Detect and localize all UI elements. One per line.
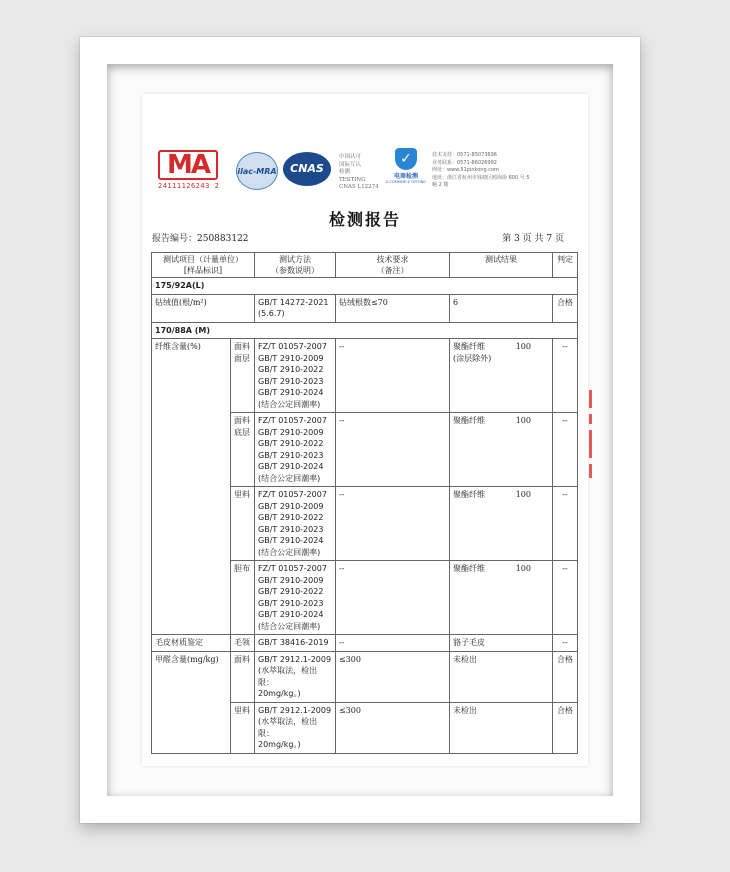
result-cell: [450, 561, 553, 635]
table-row: [152, 651, 578, 702]
method-line: FZ/T 01057-2007: [258, 564, 327, 573]
seal-stamp-edge: [589, 390, 596, 500]
ec-title: 电商检测: [393, 173, 418, 180]
method-line: GB/T 2910-2022: [258, 587, 324, 596]
method-line: GB/T 2910-2009: [258, 353, 324, 363]
part-cell: 胆布: [231, 561, 255, 635]
part-cell: 面料底层: [231, 413, 255, 487]
col-header-requirement: [336, 253, 450, 278]
cnas-text: CNAS: [290, 162, 324, 175]
cnas-info-line: 检测: [339, 169, 351, 175]
report-page: [142, 94, 588, 766]
fiber-percent: 100: [515, 490, 531, 499]
result-cell: 未检出: [450, 651, 553, 702]
ec-subtitle: E-COMMERCE TESTING: [385, 180, 427, 184]
result-line: [453, 415, 549, 427]
method-line: GB/T 2910-2024: [258, 388, 324, 397]
method-cell: [255, 651, 336, 702]
fiber-percent: 100: [515, 416, 531, 425]
method-line: GB/T 2910-2023: [258, 376, 324, 386]
method-line: GB/T 2910-2009: [258, 501, 324, 511]
method-line: (结合公定回潮率): [258, 621, 321, 631]
judge-cell: --: [553, 339, 578, 413]
method-cell: [255, 561, 336, 635]
method-line: (结合公定回潮率): [258, 473, 321, 483]
header-text: （备注）: [376, 266, 409, 275]
contact-line: 地址：浙江省杭州市钱塘区鸥海街 600 号 5: [432, 174, 530, 181]
requirement-cell: ≤300: [336, 651, 450, 702]
table-row: [152, 635, 578, 652]
method-line: GB/T 2910-2024: [258, 462, 324, 471]
cma-logo: [158, 150, 222, 190]
fiber-percent: 100: [515, 564, 531, 573]
requirement-cell: --: [336, 339, 450, 413]
method-line: (5.6.7): [258, 309, 285, 318]
cnas-info-line: 中国认可: [339, 154, 362, 160]
item-cell: 纤维含量(%): [152, 339, 231, 635]
fiber-name: 聚酯纤维: [453, 416, 485, 425]
cnas-info-line: 国际互认: [339, 161, 362, 168]
section-row: [152, 278, 578, 295]
method-line: GB/T 2910-2022: [258, 439, 324, 448]
col-header-item: [152, 253, 255, 278]
part-cell: 面料面层: [231, 339, 255, 413]
col-header-judge: 判定: [553, 253, 578, 278]
method-cell: [255, 294, 336, 322]
method-line: GB/T 2910-2022: [258, 365, 324, 374]
method-line: GB/T 2912.1-2009: [258, 654, 332, 664]
method-cell: [255, 413, 336, 487]
item-cell: 毛皮材质鉴定: [152, 635, 231, 652]
results-table: [151, 252, 578, 754]
table-row: [152, 294, 578, 322]
ecommerce-testing-logo: [384, 148, 428, 184]
result-cell: 6: [450, 294, 553, 322]
result-cell: 貉子毛皮: [450, 635, 553, 652]
method-cell: GB/T 38416-2019: [255, 635, 336, 652]
cnas-info: [339, 154, 379, 192]
method-line: GB/T 2910-2023: [258, 598, 324, 608]
result-cell: [450, 413, 553, 487]
method-line: (结合公定回潮率): [258, 547, 321, 557]
section-label: 170/88A (M): [152, 322, 578, 339]
method-line: GB/T 2910-2023: [258, 524, 324, 534]
method-line: GB/T 2910-2023: [258, 450, 324, 460]
requirement-cell: --: [336, 413, 450, 487]
col-header-result: 测试结果: [450, 253, 553, 278]
logo-bar: [156, 146, 576, 194]
cnas-logo: [283, 152, 331, 186]
header-text: （参数说明）: [271, 266, 319, 275]
result-line: [453, 489, 549, 501]
ilac-logo: [236, 152, 278, 190]
method-line: FZ/T 01057-2007: [258, 416, 327, 425]
header-text: 测试方法: [279, 255, 311, 264]
method-line: GB/T 2910-2009: [258, 427, 324, 437]
part-cell: 里料: [231, 702, 255, 753]
method-line: GB/T 2910-2022: [258, 513, 324, 522]
method-line: FZ/T 01057-2007: [258, 342, 327, 351]
report-number: 报告编号：250883122: [152, 234, 249, 244]
judge-cell: --: [553, 487, 578, 561]
judge-cell: --: [553, 413, 578, 487]
judge-cell: 合格: [553, 651, 578, 702]
part-cell: 毛领: [231, 635, 255, 652]
requirement-cell: 钻绒根数≤70: [336, 294, 450, 322]
method-line: GB/T 2910-2009: [258, 575, 324, 585]
part-cell: 里料: [231, 487, 255, 561]
fiber-name: 聚酯纤维: [453, 564, 485, 573]
cma-number: 24111126243 2: [158, 182, 220, 190]
fiber-name: 聚酯纤维: [453, 342, 485, 351]
method-line: 20mg/kg。): [258, 740, 301, 749]
method-line: GB/T 2912.1-2009: [258, 705, 332, 715]
cnas-info-line: TESTING: [339, 176, 366, 183]
requirement-cell: --: [336, 561, 450, 635]
method-line: GB/T 2910-2024: [258, 536, 324, 545]
fiber-percent: 100: [515, 342, 531, 351]
section-row: [152, 322, 578, 339]
table-row: [152, 339, 578, 413]
requirement-cell: ≤300: [336, 702, 450, 753]
method-line: (水萃取法，检出限：: [258, 717, 318, 738]
requirement-cell: --: [336, 635, 450, 652]
method-line: GB/T 14272-2021: [258, 297, 329, 307]
result-cell: [450, 339, 553, 413]
table-header-row: [152, 253, 578, 278]
fiber-name: 聚酯纤维: [453, 490, 485, 499]
contact-line: 技术支持：0571-85073696: [432, 152, 497, 158]
result-cell: [450, 487, 553, 561]
result-line: [453, 341, 549, 353]
contact-line: 网址：www.51pinkong.com: [432, 167, 499, 173]
judge-cell: 合格: [553, 702, 578, 753]
result-line: [453, 563, 549, 575]
result-cell: 未检出: [450, 702, 553, 753]
cnas-info-line: CNAS L12274: [339, 184, 379, 190]
method-line: GB/T 2910-2024: [258, 610, 324, 619]
part-cell: 面料: [231, 651, 255, 702]
item-cell: 甲醛含量(mg/kg): [152, 651, 231, 753]
method-cell: [255, 339, 336, 413]
col-header-method: [255, 253, 336, 278]
requirement-cell: --: [336, 487, 450, 561]
method-line: (结合公定回潮率): [258, 399, 321, 409]
header-text: 技术要求: [376, 255, 409, 264]
shield-check-icon: ✓: [395, 148, 417, 170]
method-cell: [255, 487, 336, 561]
page-info: 第 3 页 共 7 页: [502, 234, 564, 244]
method-cell: [255, 702, 336, 753]
cma-mark: MA: [158, 150, 218, 180]
contact-info: [432, 152, 530, 190]
judge-cell: 合格: [553, 294, 578, 322]
method-line: 20mg/kg。): [258, 689, 301, 698]
method-line: (水萃取法，检出限：: [258, 666, 318, 687]
item-cell: 钻绒值(根/m²): [152, 294, 255, 322]
result-note: (涂层除外): [453, 353, 492, 363]
ilac-text: ilac-MRA: [237, 167, 277, 176]
judge-cell: --: [553, 635, 578, 652]
header-text: 测试项目（计量单位）: [163, 255, 243, 264]
method-line: FZ/T 01057-2007: [258, 490, 327, 499]
header-text: [样品标识]: [183, 266, 223, 275]
contact-line: 业务联系：0571-86026992: [432, 159, 497, 166]
contact-line: 幢 2 楼: [432, 182, 449, 188]
section-label: 175/92A(L): [152, 278, 578, 295]
report-title: 检测报告: [328, 210, 401, 229]
judge-cell: --: [553, 561, 578, 635]
